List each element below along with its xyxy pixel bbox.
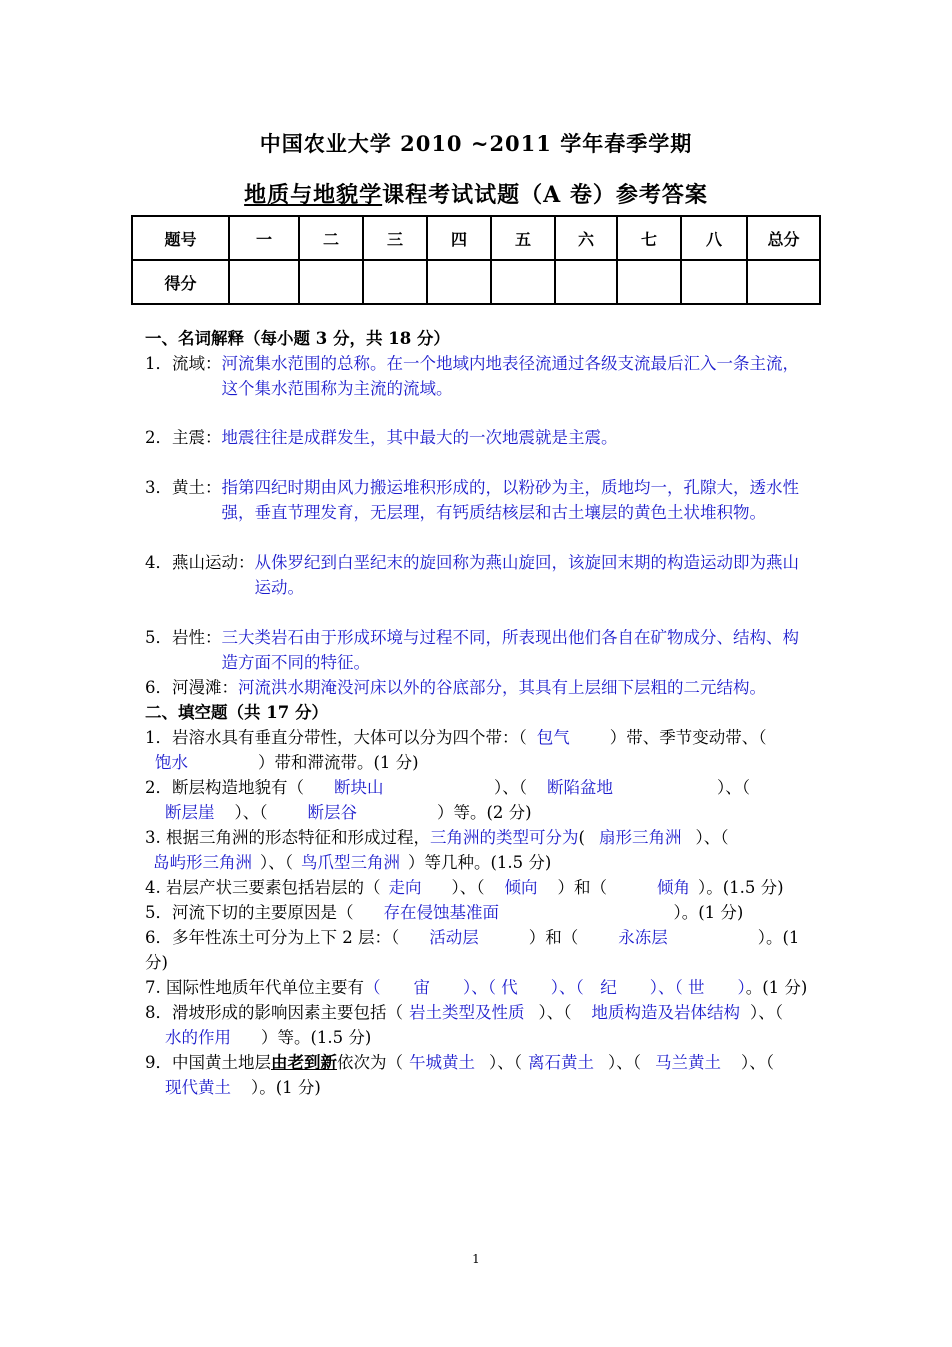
answer-blank: 地质构造及岩体结构	[591, 1003, 740, 1022]
term-answer: 从侏罗纪到白垩纪末的旋回称为燕山旋回，该旋回末期的构造运动即为燕山运动。	[254, 553, 799, 597]
section-heading: 二、填空题（共 17 分）	[145, 703, 328, 722]
answer-blank: 扇形三角洲	[598, 828, 682, 847]
question-text: ）等。(1.5 分)	[261, 1028, 372, 1047]
term-answer: 河流洪水期淹没河床以外的谷底部分，其具有上层细下层粗的二元结构。	[238, 678, 766, 697]
question-text: ）、（	[750, 1003, 783, 1022]
answer-blank: 鸟爪型三角洲	[301, 853, 400, 872]
term-item	[145, 675, 810, 700]
answer-blank: 倾向	[504, 878, 538, 897]
score-cell	[747, 260, 820, 304]
question-text: ）带、季节变动带、（	[609, 728, 767, 747]
fill-question	[145, 900, 810, 925]
question-text: 4. 岩层产状三要素包括岩层的（	[145, 878, 381, 897]
score-cell	[427, 260, 491, 304]
answer-blank: 倾角	[657, 878, 690, 897]
fill-question	[145, 825, 810, 875]
score-row-label: 得分	[132, 260, 229, 304]
question-text: ）、（	[608, 1053, 641, 1072]
underlined-phrase: 由老到新	[271, 1053, 337, 1072]
term-label: 6．河漫滩：	[145, 678, 238, 697]
question-text: 5．河流下切的主要原因是（	[145, 903, 354, 922]
section-heading: 一、名词解释（每小题 3 分，共 18 分）	[145, 329, 450, 348]
score-header-cell: 六	[555, 216, 617, 260]
question-text: ）。(1.5 分)	[698, 878, 784, 897]
question-text: 3. 根据三角洲的形态特征和形成过程，	[145, 828, 430, 847]
fill-question	[145, 775, 810, 825]
answer-blank: 包气	[536, 728, 570, 747]
answer-blank: 断层崖	[165, 803, 215, 822]
question-text: ）。(1 分)	[251, 1078, 321, 1097]
answer-text: 三角洲的类型可分为	[430, 828, 579, 847]
term-item	[145, 550, 810, 600]
score-header-cell: 七	[617, 216, 681, 260]
question-text: ）、（	[260, 853, 293, 872]
answer-blank: 水的作用	[165, 1028, 231, 1047]
question-text: ）、（	[451, 878, 485, 897]
answer-blank: 岩土类型及性质	[409, 1003, 525, 1022]
question-text: 6．多年性冻土可分为上下 2 层：（	[145, 928, 400, 947]
term-item	[145, 425, 810, 450]
fill-question	[145, 1050, 810, 1100]
term-label: 1．流域：	[145, 354, 222, 373]
score-table-header-row	[132, 216, 820, 260]
question-text: ）、（	[695, 828, 729, 847]
answer-blank: 断层谷	[307, 803, 357, 822]
term-answer: 地震往往是成群发生，其中最大的一次地震就是主震。	[221, 428, 618, 447]
answer-blank: 离石黄土	[528, 1053, 594, 1072]
question-text: 7. 国际性地质年代单位主要有	[145, 978, 364, 997]
fill-question	[145, 875, 810, 900]
question-text: ）、（	[741, 1053, 774, 1072]
question-text: ）带和滞流带。(1 分)	[258, 753, 419, 772]
answer-blank: 断块山	[334, 778, 384, 797]
fill-question	[145, 725, 810, 775]
term-label: 2．主震：	[145, 428, 222, 447]
answer-blank: 马兰黄土	[655, 1053, 721, 1072]
question-text: ）、（	[717, 778, 750, 797]
question-text: ）、（	[538, 1003, 572, 1022]
course-name: 地质与地貌学	[244, 182, 383, 208]
question-text: 2．断层构造地貌有（	[145, 778, 304, 797]
question-text: 。(1 分)	[745, 978, 808, 997]
score-table-score-row	[132, 260, 820, 304]
score-header-cell: 题号	[132, 216, 229, 260]
score-header-cell: 五	[491, 216, 555, 260]
question-text: ）等几种。(1.5 分)	[408, 853, 552, 872]
score-cell	[617, 260, 681, 304]
question-text: ）和（	[557, 878, 607, 897]
question-text: 1．岩溶水具有垂直分带性，大体可以分为四个带：（	[145, 728, 527, 747]
answer-blank: 现代黄土	[165, 1078, 231, 1097]
question-text: ）、（	[494, 778, 527, 797]
term-label: 3．黄土：	[145, 478, 222, 497]
score-table	[131, 215, 821, 305]
score-cell	[229, 260, 299, 304]
page-title: 中国农业大学 2010 ~2011 学年春季学期	[259, 131, 693, 156]
answer-content	[145, 326, 810, 1100]
answer-blank: 岛屿形三角洲	[153, 853, 252, 872]
score-cell	[555, 260, 617, 304]
score-header-cell: 一	[229, 216, 299, 260]
answer-blank: 活动层	[429, 928, 479, 947]
term-answer: 三大类岩石由于形成环境与过程不同，所表现出他们各自在矿物成分、结构、构造方面不同的特征。	[221, 628, 799, 672]
score-cell	[491, 260, 555, 304]
question-text: ）、（	[234, 803, 268, 822]
answer-blank: 存在侵蚀基准面	[383, 903, 499, 922]
term-item	[145, 625, 810, 675]
fill-question	[145, 925, 810, 975]
question-text: ）等。(2 分)	[437, 803, 532, 822]
answer-blank: 饱水	[155, 753, 188, 772]
score-header-cell: 四	[427, 216, 491, 260]
term-item	[145, 475, 810, 525]
score-header-cell: 三	[363, 216, 427, 260]
term-label: 4．燕山运动：	[145, 553, 255, 572]
answer-blank: 午城黄土	[409, 1053, 475, 1072]
term-answer: 指第四纪时期由风力搬运堆积形成的，以粉砂为主，质地均一，孔隙大，透水性强，垂直节理发育，无层理，有钙质结核层和古土壤层的黄色土状堆积物。	[221, 478, 799, 522]
term-answer: 河流集水范围的总称。在一个地域内地表径流通过各级支流最后汇入一条主流，这个集水范围称为主流的流域。	[221, 354, 799, 398]
exam-subtitle-rest: 课程考试试题（A 卷）参考答案	[382, 182, 708, 208]
score-cell	[681, 260, 747, 304]
answer-blank: 断陷盆地	[547, 778, 613, 797]
score-header-cell: 二	[299, 216, 363, 260]
answer-blank: 永冻层	[618, 928, 668, 947]
score-header-cell: 八	[681, 216, 747, 260]
score-cell	[363, 260, 427, 304]
question-text: (	[578, 828, 585, 847]
question-text: 9．中国黄土地层	[145, 1053, 271, 1072]
page-number: 1	[472, 1252, 480, 1266]
question-text: ）。(1 分)	[145, 928, 800, 972]
term-item	[145, 351, 810, 401]
answer-blank: （ 宙 ）、（ 代 ）、（ 纪 ）、（ 世 ）	[364, 978, 746, 997]
score-header-cell: 总分	[747, 216, 820, 260]
term-label: 5．岩性：	[145, 628, 222, 647]
exam-subtitle	[0, 178, 952, 209]
score-cell	[299, 260, 363, 304]
fill-question	[145, 975, 810, 1000]
question-text: ）和（	[528, 928, 579, 947]
question-text: ）、（	[489, 1053, 522, 1072]
question-text: ）。(1 分)	[673, 903, 744, 922]
answer-blank: 走向	[388, 878, 422, 897]
question-text: 依次为（	[337, 1053, 403, 1072]
fill-question	[145, 1000, 810, 1050]
question-text: 8．滑坡形成的影响因素主要包括（	[145, 1003, 403, 1022]
